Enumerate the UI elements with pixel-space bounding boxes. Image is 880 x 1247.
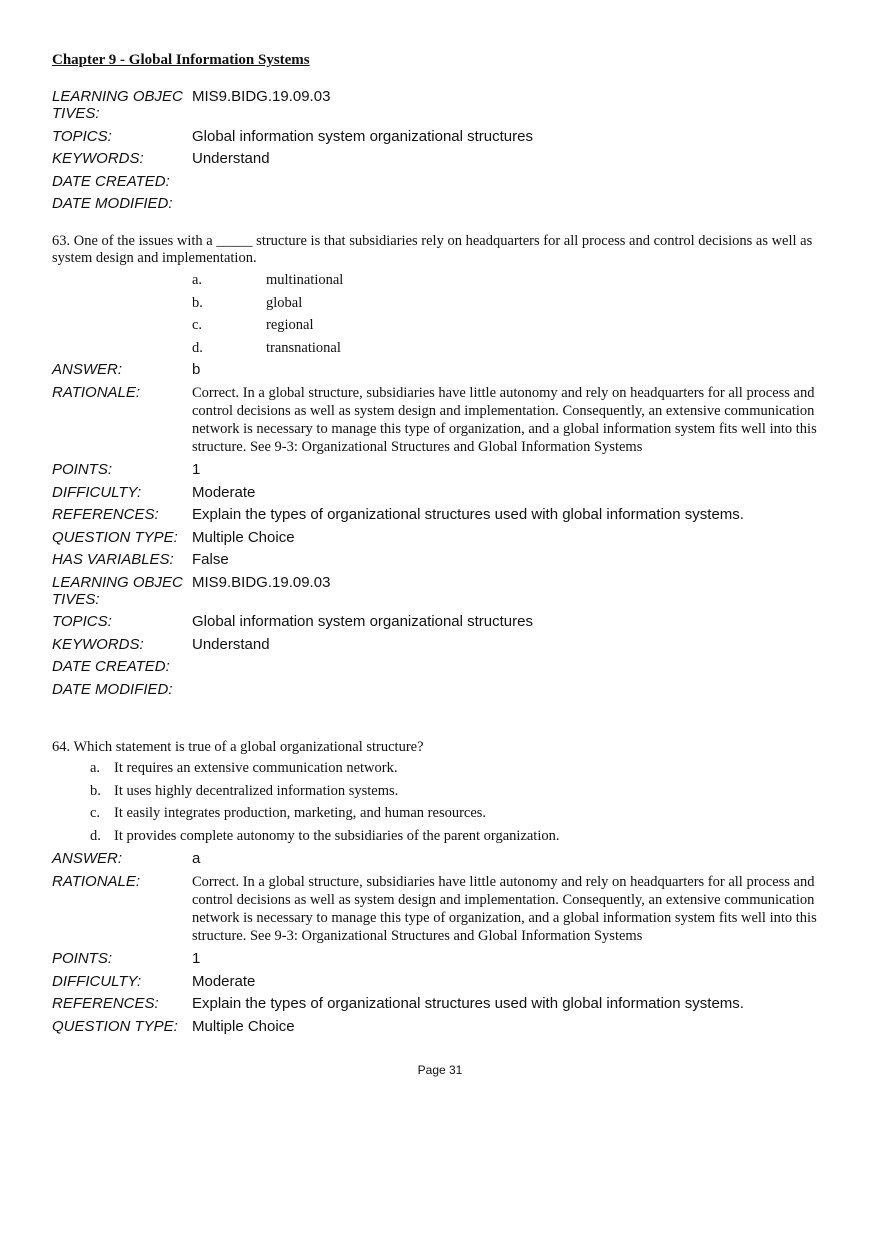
option-b	[192, 292, 343, 315]
question-63-text: 63. One of the issues with a _____ structure is that subsidiaries rely on headquarters for all process and control decisions as well as system design and implementation.	[52, 233, 813, 266]
points-value: 1	[192, 950, 201, 967]
option-a	[90, 757, 560, 780]
topics-value: Global information system organizational structures	[192, 127, 533, 145]
references-row	[52, 506, 822, 523]
answer-row	[52, 361, 822, 378]
topics-label: TOPICS:	[52, 127, 112, 145]
date-modified-row	[52, 681, 822, 698]
references-value: Explain the types of organizational structures used with global information systems.	[192, 995, 744, 1012]
rationale-value: Correct. In a global structure, subsidiaries have little autonomy and rely on headquarters for all process and control decisions as well as system design and implementation. Consequently, an extensive communication network is necessary to manage this type of organization, and a global information system fits well into this structure. See 9-3: Organizational Structures and Global Information Systems	[192, 873, 817, 944]
date-modified-label: DATE MODIFIED:	[52, 680, 173, 698]
date-modified-label: DATE MODIFIED:	[52, 195, 173, 212]
question-63-metadata	[52, 361, 822, 703]
question-64-text: 64. Which statement is true of a global organizational structure?	[52, 739, 424, 755]
top-metadata	[52, 88, 822, 218]
answer-label: ANSWER:	[52, 850, 123, 867]
points-row	[52, 461, 822, 478]
option-text: multinational	[266, 272, 344, 288]
references-label: REFERENCES:	[52, 995, 159, 1012]
option-text: transnational	[266, 339, 341, 356]
option-letter: a.	[192, 272, 203, 288]
date-modified-value	[192, 195, 822, 212]
difficulty-label: DIFFICULTY:	[52, 483, 142, 501]
answer-value: a	[192, 850, 201, 867]
date-modified-value	[192, 681, 822, 698]
date-modified-row	[52, 195, 822, 212]
keywords-row	[52, 636, 822, 653]
option-text: It uses highly decentralized information systems.	[114, 782, 399, 799]
option-letter: b.	[192, 294, 203, 311]
option-text: It easily integrates production, marketing, and human resources.	[114, 805, 487, 821]
points-label: POINTS:	[52, 461, 113, 478]
question-type-row	[52, 529, 822, 546]
option-c	[90, 802, 560, 825]
date-created-row	[52, 173, 822, 190]
question-64-options	[90, 757, 560, 847]
rationale-row	[52, 384, 822, 456]
learning-objectives-label: LEARNING OBJECTIVES:	[52, 573, 183, 608]
keywords-value: Understand	[192, 150, 270, 167]
points-row	[52, 950, 822, 967]
date-created-row	[52, 658, 822, 675]
keywords-row	[52, 150, 822, 167]
option-text: global	[266, 294, 303, 311]
difficulty-value: Moderate	[192, 972, 256, 990]
learning-objectives-value: MIS9.BIDG.19.09.03	[192, 88, 331, 105]
learning-objectives-row	[52, 88, 822, 122]
option-letter: a.	[90, 760, 101, 776]
topics-label: TOPICS:	[52, 613, 112, 630]
option-text: regional	[266, 317, 314, 333]
topics-row	[52, 128, 822, 145]
question-type-label: QUESTION TYPE:	[52, 528, 178, 546]
question-type-row	[52, 1018, 822, 1035]
option-c	[192, 314, 343, 337]
question-63-options	[192, 269, 343, 359]
topics-row	[52, 613, 822, 630]
option-text: It requires an extensive communication network.	[114, 760, 398, 776]
learning-objectives-value: MIS9.BIDG.19.09.03	[192, 573, 331, 591]
question-type-value: Multiple Choice	[192, 1017, 295, 1035]
rationale-label: RATIONALE:	[52, 872, 141, 890]
chapter-title: Chapter 9 - Global Information Systems	[52, 52, 310, 68]
difficulty-label: DIFFICULTY:	[52, 972, 142, 990]
option-letter: c.	[90, 805, 101, 821]
rationale-value: Correct. In a global structure, subsidiaries have little autonomy and rely on headquarters for all process and control decisions as well as system design and implementation. Consequently, an extensive communication network is necessary to manage this type of organization, and a global information system fits well into this structure. See 9-3: Organizational Structures and Global Information Systems	[192, 384, 817, 455]
option-letter: d.	[192, 339, 203, 356]
keywords-label: KEYWORDS:	[52, 635, 144, 653]
option-d	[90, 825, 560, 848]
option-letter: b.	[90, 782, 101, 799]
answer-label: ANSWER:	[52, 361, 123, 378]
has-variables-value: False	[192, 551, 229, 568]
question-type-label: QUESTION TYPE:	[52, 1017, 178, 1035]
learning-objectives-row	[52, 574, 822, 608]
has-variables-label: HAS VARIABLES:	[52, 551, 174, 568]
topics-value: Global information system organizational structures	[192, 613, 533, 630]
question-type-value: Multiple Choice	[192, 528, 295, 546]
learning-objectives-label: LEARNING OBJECTIVES:	[52, 88, 183, 122]
option-letter: c.	[192, 317, 203, 333]
question-64-metadata	[52, 850, 822, 1040]
date-created-label: DATE CREATED:	[52, 172, 170, 190]
references-label: REFERENCES:	[52, 506, 159, 523]
has-variables-row	[52, 551, 822, 568]
references-row	[52, 995, 822, 1012]
rationale-label: RATIONALE:	[52, 383, 141, 401]
difficulty-value: Moderate	[192, 483, 256, 501]
date-created-value	[192, 658, 822, 675]
keywords-value: Understand	[192, 635, 270, 653]
page-number: Page 31	[417, 1063, 463, 1077]
points-value: 1	[192, 461, 201, 478]
option-d	[192, 337, 343, 360]
difficulty-row	[52, 973, 822, 990]
rationale-row	[52, 873, 822, 945]
answer-value: b	[192, 361, 201, 378]
references-value: Explain the types of organizational structures used with global information systems.	[192, 506, 744, 523]
difficulty-row	[52, 484, 822, 501]
option-letter: d.	[90, 827, 101, 844]
option-a	[192, 269, 343, 292]
date-created-value	[192, 173, 822, 190]
keywords-label: KEYWORDS:	[52, 150, 144, 167]
option-text: It provides complete autonomy to the subsidiaries of the parent organization.	[114, 827, 560, 844]
date-created-label: DATE CREATED:	[52, 658, 170, 675]
points-label: POINTS:	[52, 950, 113, 967]
option-b	[90, 780, 560, 803]
answer-row	[52, 850, 822, 867]
